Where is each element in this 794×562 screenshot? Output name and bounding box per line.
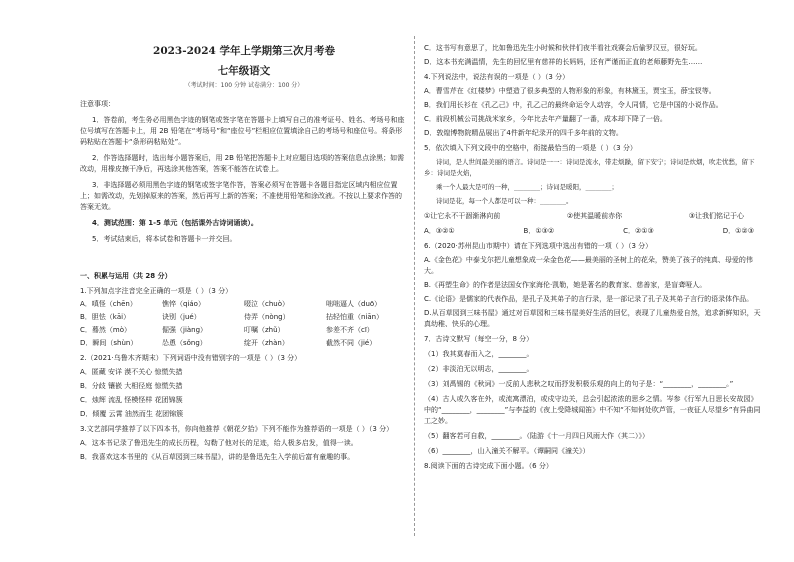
option: B．分歧 镶嵌 大相径庭 惊慌失措 bbox=[80, 382, 183, 390]
option-row bbox=[80, 325, 408, 336]
choice: C．②①③ bbox=[623, 227, 654, 235]
fill-blank-line: （1）我其莫春而入之，________。 bbox=[424, 350, 534, 358]
choice: ③让我们铭记于心 bbox=[688, 212, 744, 220]
question-4 bbox=[424, 72, 764, 139]
question-1 bbox=[80, 286, 408, 349]
question-stem: 5．依次填入下列文段中的空格中，衔接最恰当的一项是（ ）（3 分） bbox=[424, 144, 637, 152]
option: C．烛辉 流乱 怪模怪样 花团锦簇 bbox=[80, 396, 183, 404]
question-stem: 3.文艺部同学推荐了以下四本书，你向他推荐《朝花夕拾》下列不能作为推荐语的一项是（ ）（3 分） bbox=[80, 425, 394, 433]
option: C．前段机械公司挑战米家乡，今年比去年产量翻了一番，成本却下降了一倍。 bbox=[424, 115, 667, 123]
option-cell: D．瞬间（shùn） bbox=[80, 339, 138, 347]
option: C.《论语》是儒家的代表作品，是孔子及其弟子的言行录，是一部记录了孔子及其弟子言行的语录体作品。 bbox=[424, 295, 754, 303]
option-cell: 憔悴（qiáo） bbox=[162, 300, 205, 308]
notice-item: 5．考试结束后，将本试卷和答题卡一并交回。 bbox=[92, 235, 237, 243]
option: D．倾覆 云霄 油然而生 花团锦簇 bbox=[80, 410, 184, 418]
option-cell: A．嗔怪（chēn） bbox=[80, 300, 137, 308]
column-divider bbox=[414, 36, 415, 536]
question-6 bbox=[424, 241, 764, 330]
notice-item: 3．非选择题必须用黑色字迹的钢笔或签字笔作答，答案必须写在答题卡各题目指定区域内相应位置上；如需改动，先划掉原来的答案，然后再写上新的答案；不准使用铅笔和涂改液。不按以上要求作答的答案无效。 bbox=[80, 181, 402, 211]
passage-line: 诗词是花，每一个人都是可以一种：________。 bbox=[436, 197, 573, 205]
option-cell: C．蓦然（mò） bbox=[80, 326, 131, 334]
question-stem: 6.（2020·苏州昆山市期中）请在下列选项中选出有错的一项（ ）（3 分） bbox=[424, 242, 653, 250]
option: A.《金色花》中泰戈尔把儿童想象成一朵金色花——最美丽的圣树上的花朵，赞美了孩子的纯真、母爱的伟大。 bbox=[424, 256, 753, 275]
question-stem: 1.下列加点字注音完全正确的一项是（ ）（3 分） bbox=[80, 287, 233, 295]
option-cell: 咄咄逼人（duō） bbox=[326, 300, 382, 308]
option-cell: B．胆怯（kāi） bbox=[80, 313, 131, 321]
fill-blank-line: （5）翻客若可自救，________。（陆游《十一月四日风雨大作（其二）》） bbox=[424, 432, 649, 440]
option-cell: 截然不同（jié） bbox=[326, 339, 377, 347]
option: B．我喜欢这本书里的《从百草园到三味书屋》，讲的是鲁迅先生入学前后富有童趣的事。 bbox=[80, 453, 355, 461]
choice-row bbox=[424, 211, 764, 222]
option: B．我们用长衫在《孔乙己》中，孔乙己的最终命运令人动容，令人同情，它是中国的小说作品。 bbox=[424, 101, 723, 109]
fill-blank-line: （4）古人或久客在外，或流寓漂泊，或戍守边关，总会引起浓浓的思乡之情。岑参《行军九日思长安故园》中的“________，________”与李益的《夜上受降城闻笛》中不知“不知何处吹芦管，一夜征人尽望乡”有异曲同工之妙。 bbox=[424, 395, 761, 425]
notice-label: 注意事项： bbox=[80, 100, 115, 108]
question-stem: 4.下列说法中，说法有误的一项是（ ）（3 分） bbox=[424, 73, 570, 81]
question-3 bbox=[80, 424, 408, 463]
option-cell: 倔强（jiàng） bbox=[162, 326, 208, 334]
exam-subtitle: 七年级语文 bbox=[217, 65, 271, 77]
option-cell: 叮嘱（zhǔ） bbox=[244, 326, 285, 334]
option: D．敦煌博物院精品展出了4件新年纪录开的四千多年前的文物。 bbox=[424, 129, 623, 137]
choice: ①让它永不干涸渐淋向前 bbox=[424, 212, 501, 220]
fill-blank-line: （6）________，山入潼关不解平。（谭嗣同《潼关》） bbox=[424, 447, 590, 455]
option-row bbox=[80, 338, 408, 349]
option-row bbox=[80, 312, 408, 323]
option: D．这本书充满温情，先生的回忆里有慈祥的长妈妈，还有严谨而正直的老师藤野先生…… bbox=[424, 58, 703, 66]
notice-item: 4．测试范围：第 1-5 单元（包括课外古诗词诵读）。 bbox=[92, 219, 258, 227]
option-cell: 啜泣（chuò） bbox=[244, 300, 290, 308]
option: A．这本书记录了鲁迅先生的成长历程，勾勒了他对长的足迹，给人极多启发，值得一读。 bbox=[80, 439, 358, 447]
exam-info: （考试时间：100 分钟 试卷满分：100 分） bbox=[184, 82, 304, 89]
option: D.从百草园到三味书屋》通过对百草园和三味书屋美好生活的回忆，表现了儿童热爱自然，追求新鲜知识，天真幼稚、快乐的心理。 bbox=[424, 309, 761, 328]
fill-blank-line: （3）刘禹锡的《秋词》一反前人悲秋之叹而抒发积极乐观的向上的句子是：“________，________。” bbox=[424, 380, 734, 388]
notice-item: 1．答卷前，考生务必用黑色字迹的钢笔或签字笔在答题卡上填写自己的准考证号、姓名、考场号和座位号填写在答题卡上，用 2B 铅笔在“考场号”和“座位号”栏相应位置填涂自己的考场号和座位号。将条形码粘贴在答题卡“条形码粘贴处”。 bbox=[80, 116, 405, 146]
question-stem: 2.（2021·乌鲁木齐期末）下列词语中没有错别字的一项是（ ）（3 分） bbox=[80, 354, 302, 362]
option: C．这书写有意思了，比如鲁迅先生小时候和伙伴们夜半看社戏赛会后偷罗汉豆，很好玩。 bbox=[424, 44, 702, 52]
notice-item: 2．作答选择题时，选出每小题答案后，用 2B 铅笔把答题卡上对应题目选项的答案信息点涂黑；如需改动，用橡皮擦干净后，再选涂其他答案，答案不能答在试卷上。 bbox=[80, 154, 405, 173]
choice-row bbox=[424, 226, 764, 237]
passage-line: 乘一个人最大是可的一种，________；诗词是暖阳，________； bbox=[436, 183, 618, 191]
option-cell: 参差不齐（cī） bbox=[326, 326, 374, 334]
right-column bbox=[424, 40, 764, 472]
option-row bbox=[80, 299, 408, 310]
fill-blank-line: （2）非淡泊无以明志，________。 bbox=[424, 365, 534, 373]
question-7 bbox=[424, 334, 764, 457]
choice: A．③②① bbox=[424, 227, 455, 235]
exam-title: 2023-2024 学年上学期第三次月考卷 bbox=[153, 45, 335, 57]
option-cell: 绽开（zhàn） bbox=[244, 339, 289, 347]
question-stem: 7．古诗文默写（每空一分，8 分） bbox=[424, 335, 534, 343]
option-cell: 怂恿（sǒng） bbox=[162, 339, 207, 347]
option-cell: 诀别（jué） bbox=[162, 313, 201, 321]
section-heading: 一、积累与运用（共 28 分） bbox=[80, 272, 172, 280]
left-column bbox=[80, 38, 408, 463]
option: A．匿藏 安详 漠不关心 惊慌失措 bbox=[80, 368, 183, 376]
question-8: 8.阅读下面的古诗完成下面小题。（6 分） bbox=[424, 462, 553, 470]
option-cell: 侍弄（nòng） bbox=[244, 313, 290, 321]
question-5 bbox=[424, 143, 764, 237]
choice: B．①③② bbox=[523, 227, 555, 235]
question-2 bbox=[80, 353, 408, 420]
choice: ②使其温暖前赤你 bbox=[566, 212, 623, 220]
passage-line: 诗词，是人世间最美丽的语言。诗词是一一：诗词是流水，带走烦躁，留下安宁；诗词是炊烟，吹走忧愁，留下乡：诗词是火焰， bbox=[424, 158, 755, 177]
choice: D．①②③ bbox=[722, 227, 754, 235]
option: B.《再塑生命》的作者是法国女作家海伦·凯勒，她是著名的教育家、慈善家，是盲聋哑人。 bbox=[424, 281, 707, 289]
option-cell: 拈轻怕重（niān） bbox=[326, 313, 384, 321]
option: A．曹雪芹在《红楼梦》中塑造了很多典型的人物形象的形象，有林黛玉，贾宝玉，薛宝钗等。 bbox=[424, 87, 716, 95]
